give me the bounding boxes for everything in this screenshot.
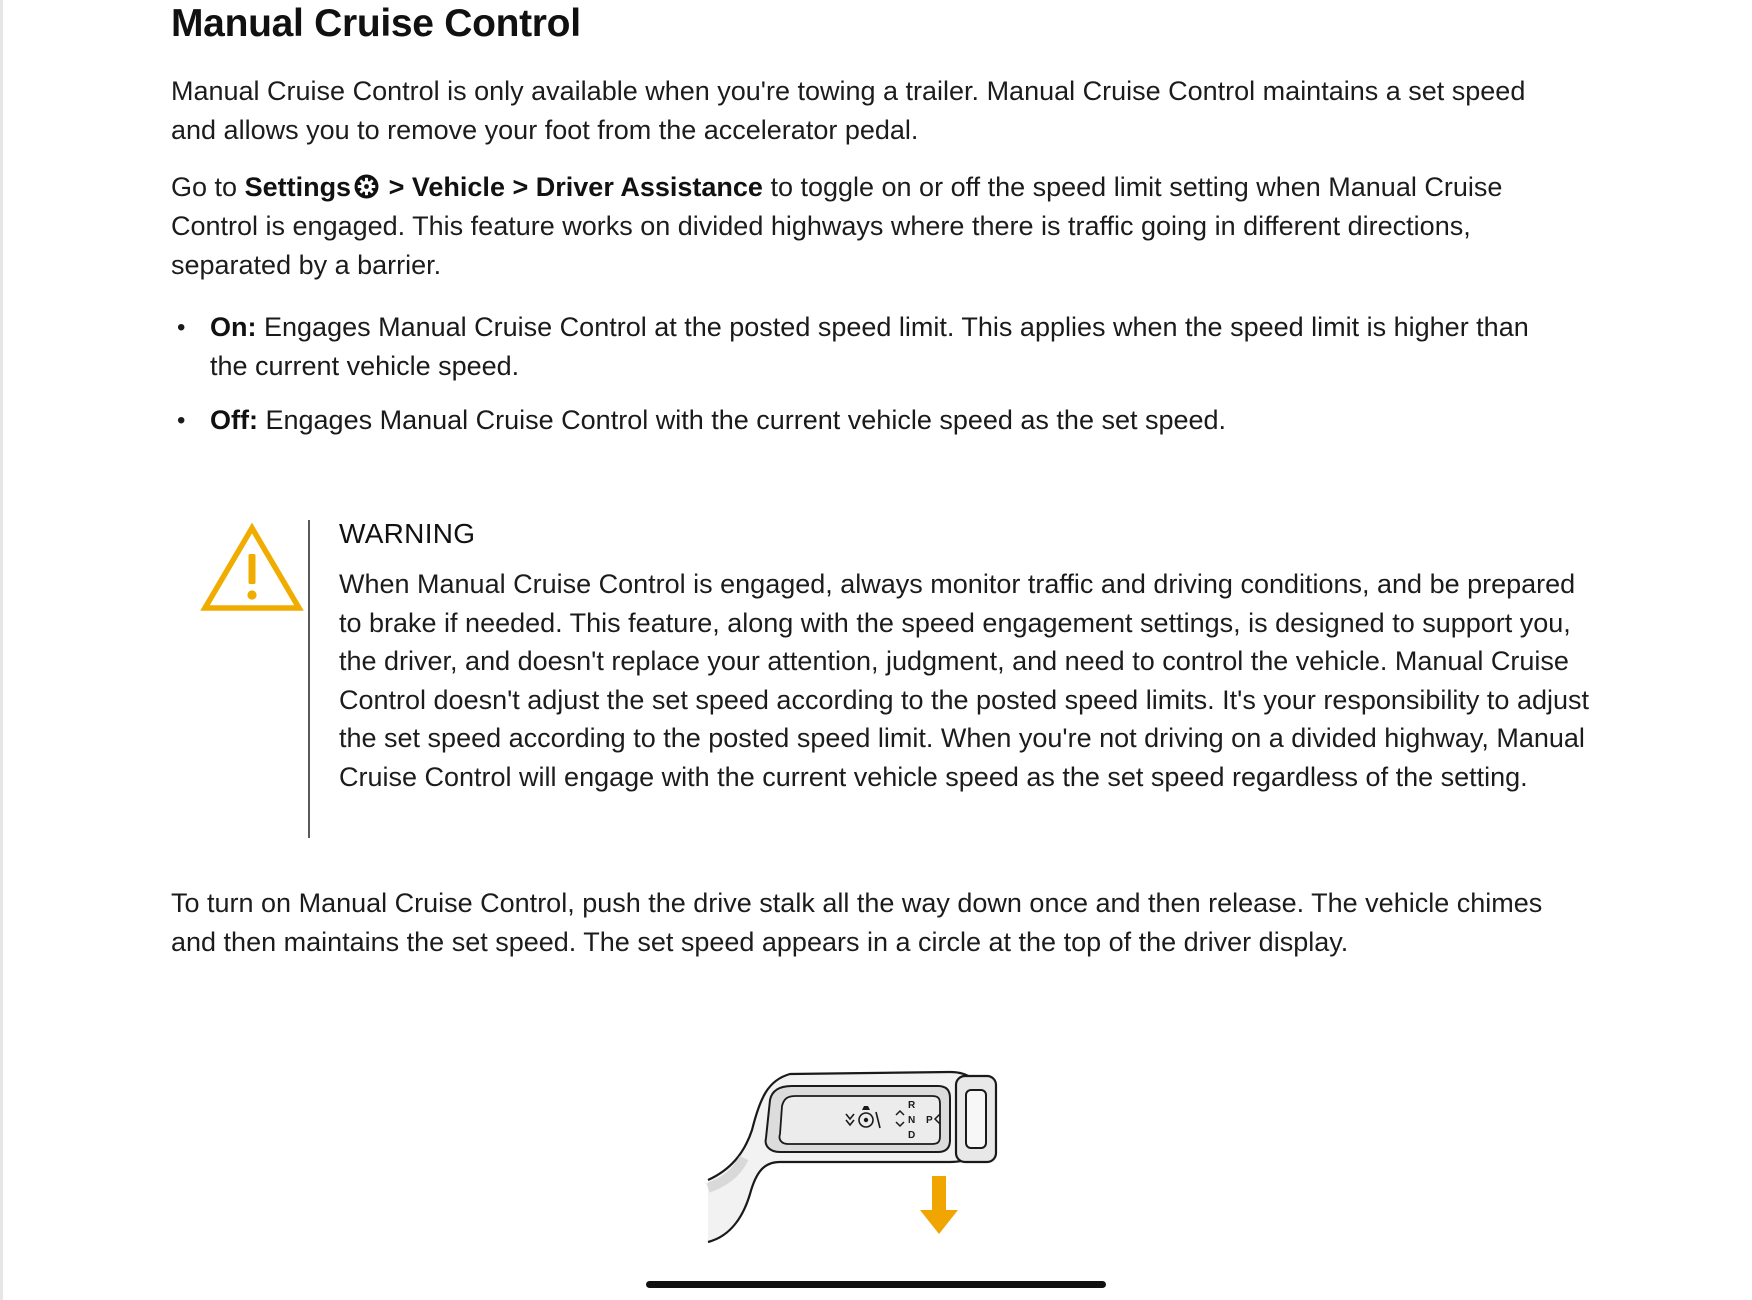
intro-paragraph: Manual Cruise Control is only available when you're towing a trailer. Manual Cruise Control maintains a set speed and allows you to remove your foot from the accelerator pedal.	[171, 76, 1526, 145]
option-on	[171, 308, 1571, 386]
park-label: P	[926, 1115, 933, 1126]
settings-separator-1: >	[388, 172, 405, 202]
settings-go-to-text: Go to	[171, 172, 238, 202]
home-indicator-bar[interactable]	[646, 1281, 1106, 1288]
option-label: Off:	[210, 405, 258, 435]
gear-letter-n: N	[908, 1115, 916, 1126]
gear-icon	[354, 174, 379, 199]
page-title: Manual Cruise Control	[171, 2, 581, 45]
settings-separator-2: >	[512, 172, 529, 202]
gear-letter-d: D	[908, 1130, 916, 1141]
gear-letter-r: R	[908, 1100, 916, 1111]
turn-on-paragraph: To turn on Manual Cruise Control, push the drive stalk all the way down once and then release. The vehicle chimes and then maintains the set speed. The set speed appears in a circle at the top of the driver display.	[171, 888, 1543, 957]
drive-stalk-illustration	[700, 1058, 1030, 1250]
bullet-dot: •	[177, 407, 186, 434]
warning-triangle-icon	[200, 522, 304, 614]
option-text: Engages Manual Cruise Control with the current vehicle speed as the set speed.	[265, 405, 1227, 435]
driver-assistance-link: Driver Assistance	[535, 172, 763, 202]
warning-callout	[200, 518, 1590, 840]
option-label: On:	[210, 312, 257, 342]
speed-limit-options-list	[171, 308, 1571, 455]
settings-path-paragraph	[171, 168, 1571, 285]
warning-title: WARNING	[339, 518, 476, 549]
settings-link: Settings	[244, 172, 352, 202]
option-off	[171, 401, 1571, 440]
bullet-dot: •	[177, 314, 186, 341]
option-text: Engages Manual Cruise Control at the posted speed limit. This applies when the speed limit is higher than the current vehicle speed.	[210, 312, 1529, 381]
settings-description: to toggle on or off the speed limit setting when Manual Cruise Control is engaged. This feature works on divided highways where there is traffic going in different directions, separated by a barrier.	[171, 172, 1503, 280]
page-edge	[0, 0, 3, 1300]
warning-divider	[308, 520, 310, 838]
vehicle-link: Vehicle	[411, 172, 505, 202]
warning-text: When Manual Cruise Control is engaged, always monitor traffic and driving conditions, and be prepared to brake if needed. This feature, along with the speed engagement settings, is designed to support you, the driver, and doesn't replace your attention, judgment, and need to control the vehicle. Manual Cruise Control doesn't adjust the set speed according to the posted speed limits. It's your responsibility to adjust the set speed according to the posted speed limit. When you're not driving on a divided highway, Manual Cruise Control will engage with the current vehicle speed as the set speed regardless of the setting.	[339, 569, 1590, 792]
